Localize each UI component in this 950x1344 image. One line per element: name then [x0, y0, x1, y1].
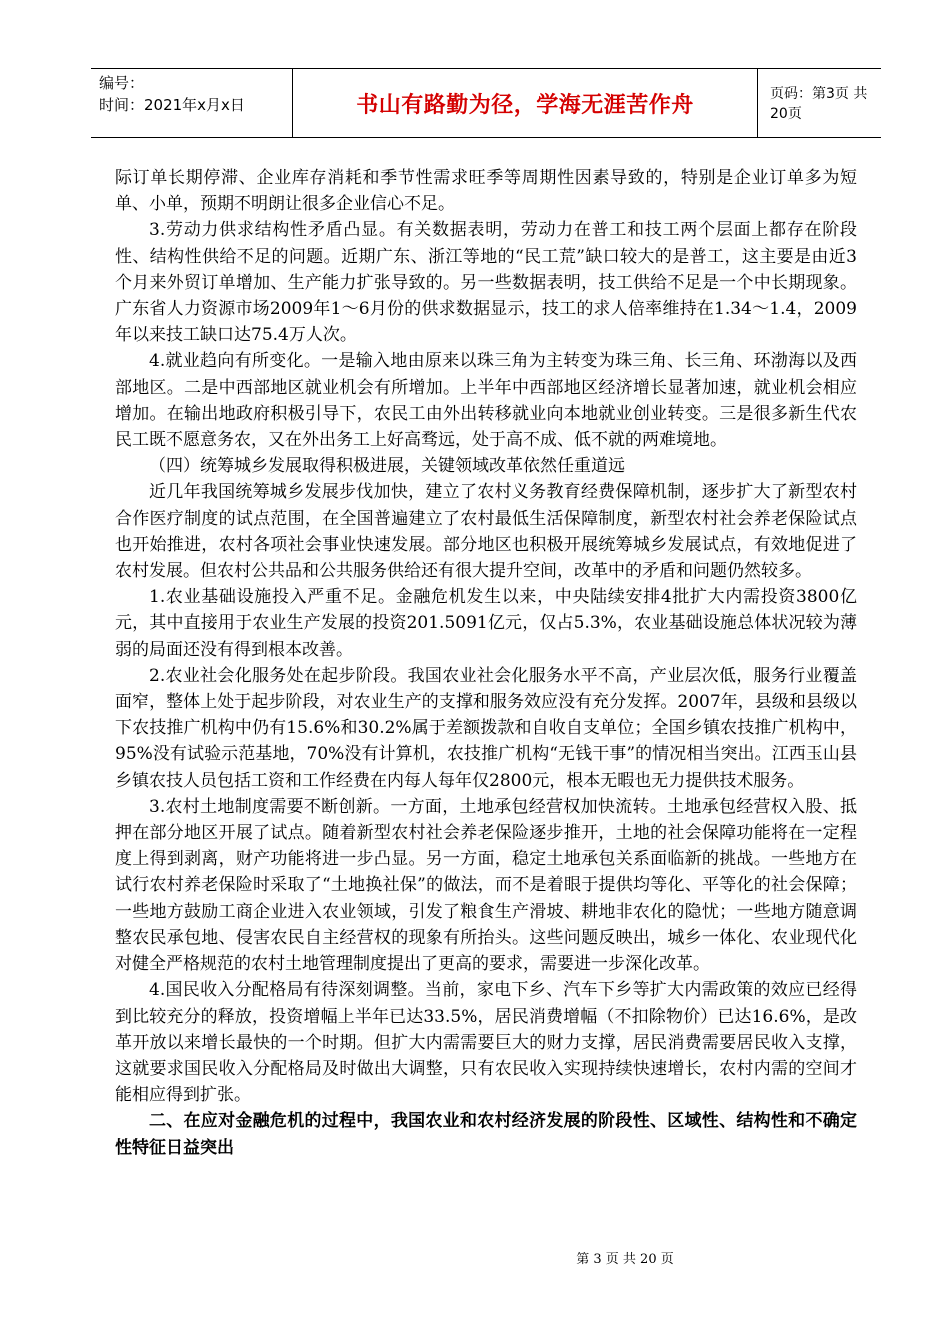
header-page-info: 页码：第3页 共20页 [770, 86, 868, 122]
paragraph: 际订单长期停滞、企业库存消耗和季节性需求旺季等周期性因素导致的，特别是企业订单多为短单、小单，预期不明朗让很多企业信心不足。 [115, 168, 857, 215]
page-header [91, 68, 881, 138]
paragraph: 3.农村土地制度需要不断创新。一方面，土地承包经营权加快流转。土地承包经营权入股、抵押在部分地区开展了试点。随着新型农村社会养老保险逐步推开，土地的社会保障功能将在一定程度上得到剥离，财产功能将进一步凸显。另一方面，稳定土地承包关系面临新的挑战。一些地方在试行农村养老保险时采取了“土地换社保”的做法，而不是着眼于提供均等化、平等化的社会保障；一些地方鼓励工商企业进入农业领域，引发了粮食生产滑坡、耕地非农化的隐忧；一些地方随意调整农民承包地、侵害农民自主经营权的现象有所抬头。这些问题反映出，城乡一体化、农业现代化对健全严格规范的农村土地管理制度提出了更高的要求，需要进一步深化改革。 [115, 796, 857, 975]
paragraph: 1.农业基础设施投入严重不足。金融危机发生以来，中央陆续安排4批扩大内需投资3800亿元，其中直接用于农业生产发展的投资201.5091亿元，仅占5.3%，农业基础设施总体状况较为薄弱的局面还没有得到根本改善。 [115, 587, 857, 660]
paragraph: 2.农业社会化服务处在起步阶段。我国农业社会化服务水平不高，产业层次低，服务行业覆盖面窄，整体上处于起步阶段，对农业生产的支撑和服务效应没有充分发挥。2007年，县级和县级以下农技推广机构中仍有15.6%和30.2%属于差额拨款和自收自支单位；全国乡镇农技推广机构中，95%没有试验示范基地，70%没有计算机，农技推广机构“无钱干事”的情况相当突出。江西玉山县乡镇农技人员包括工资和工作经费在内每人每年仅2800元，根本无暇也无力提供技术服务。 [115, 665, 857, 791]
paragraph: 近几年我国统筹城乡发展步伐加快，建立了农村义务教育经费保障机制，逐步扩大了新型农村合作医疗制度的试点范围，在全国普遍建立了农村最低生活保障制度，新型农村社会养老保险试点也开始推进，农村各项社会事业快速发展。部分地区也积极开展统筹城乡发展试点，有效地促进了农村发展。但农村公共品和公共服务供给还有很大提升空间，改革中的矛盾和问题仍然较多。 [115, 482, 857, 582]
header-meta [91, 69, 293, 137]
paragraph: 4.就业趋向有所变化。一是输入地由原来以珠三角为主转变为珠三角、长三角、环渤海以及西部地区。二是中西部地区就业机会有所增加。上半年中西部地区经济增长显著加速，就业机会相应增加。在输出地政府积极引导下，农民工由外出转移就业向本地就业创业转变。三是很多新生代农民工既不愿意务农，又在外出务工上好高骛远，处于高不成、低不就的两难境地。 [115, 351, 857, 451]
page-footer: 第 3 页 共 20 页 [576, 1252, 674, 1267]
section-heading: （四）统筹城乡发展取得积极进展，关键领域改革依然任重道远 [149, 456, 625, 477]
time-label: 时间：2021年x月x日 [99, 96, 245, 114]
document-body [115, 165, 857, 1161]
paragraph: 3.劳动力供求结构性矛盾凸显。有关数据表明，劳动力在普工和技工两个层面上都存在阶段性、结构性供给不足的问题。近期广东、浙江等地的“民工荒”缺口较大的是普工，这主要是由近3个月来外贸订单增加、生产能力扩张导致的。另一些数据表明，技工供给不足是一个中长期现象。广东省人力资源市场2009年1～6月份的供求数据显示，技工的求人倍率维持在1.34～1.4，2009年以来技工缺口达75.4万人次。 [115, 220, 857, 346]
chapter-heading: 二、在应对金融危机的过程中，我国农业和农村经济发展的阶段性、区域性、结构性和不确定性特征日益突出 [115, 1111, 857, 1158]
number-label: 编号： [99, 74, 145, 92]
header-motto: 书山有路勤为径，学海无涯苦作舟 [293, 69, 758, 137]
paragraph: 4.国民收入分配格局有待深刻调整。当前，家电下乡、汽车下乡等扩大内需政策的效应已经得到比较充分的释放，投资增幅上半年已达33.5%，居民消费增幅（不扣除物价）已达16.6%，是改革开放以来增长最快的一个时期。但扩大内需需要巨大的财力支撑，居民消费需要居民收入支撑，这就要求国民收入分配格局及时做出大调整，只有农民收入实现持续快速增长，农村内需的空间才能相应得到扩张。 [115, 980, 857, 1106]
